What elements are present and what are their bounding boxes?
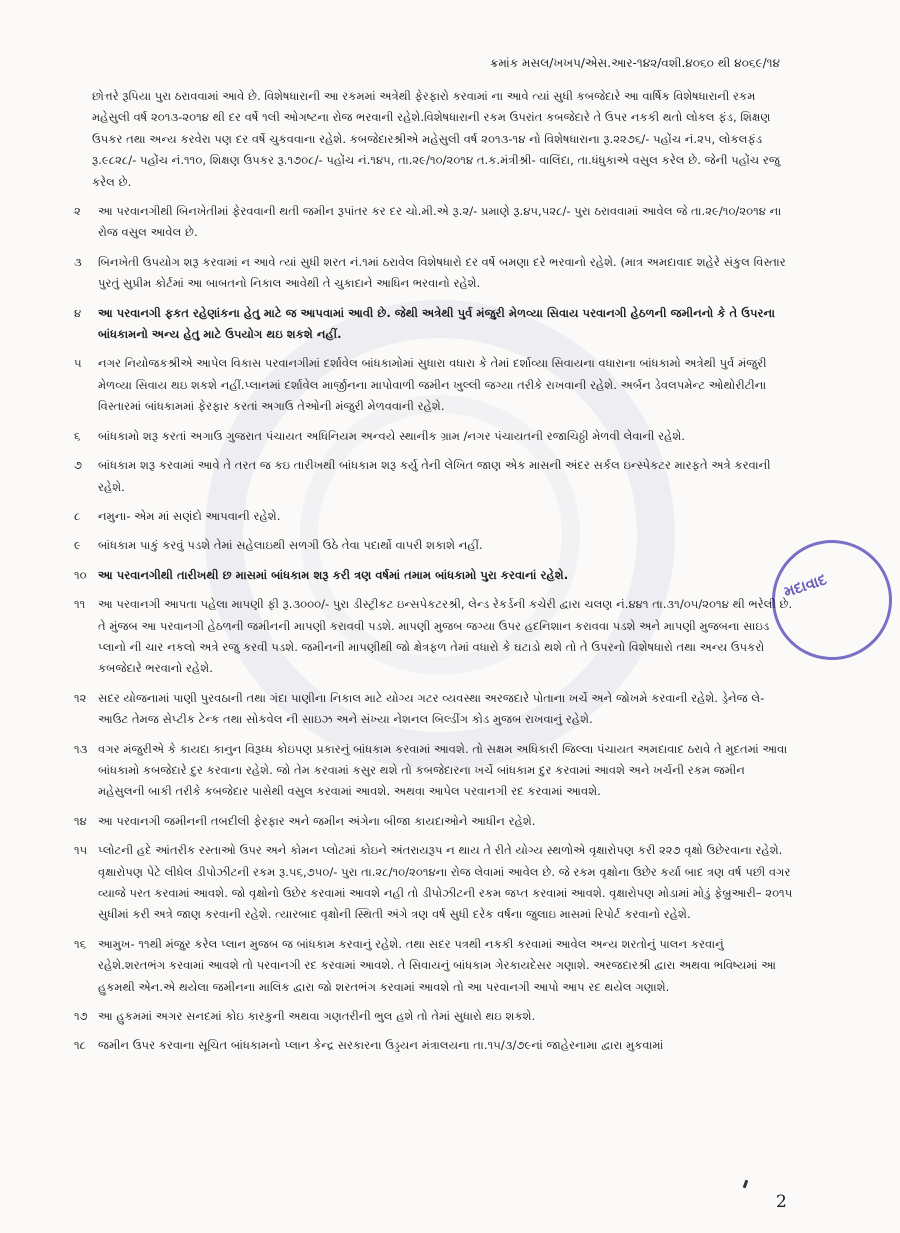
condition-item (74, 201, 794, 244)
page-number: 2 (776, 1192, 787, 1212)
stamp-text: મદાવાદ (781, 570, 829, 601)
condition-item (74, 594, 794, 680)
condition-text: આમુખ- ૧૧થી મંજુર કરેલ પ્લાન મુજબ જ બાંધકામ કરવાનું રહેશે. તથા સદર પત્રથી નકકી કરવામાં આવેલ અન્ય શરતોનું પાલન કરવાનું રહેશે.શરતભંગ કરવામાં આવશે તો પરવાનગી રદ કરવામાં આવશે. તે સિવાયનું બાંધકામ ગેરકાયદેસર ગણાશે. અરજદારશ્રી દ્વારા અથવા ભવિષ્યમાં આ હુકમથી એન.એ થયેલા જમીનના માલિક દ્વારા જો શરતભંગ કરવામાં આવશે તો આ પરવાનગી આપો આપ રદ થયેલ ગણાશે. (98, 936, 776, 994)
condition-number: ૧૧ (74, 597, 86, 612)
condition-item (74, 252, 794, 295)
condition-item (74, 565, 794, 586)
condition-number: ૧૫ (74, 843, 88, 858)
condition-text: આ હુકમમાં અગર સનદમાં કોઇ કારકુની અથવા ગણતરીની ભુલ હશે તો તેમાં સુધારો થઇ શકશે. (98, 1009, 536, 1024)
condition-text: આ પરવાનગી જમીનની તબદીલી ફેરફાર અને જમીન અંગેના બીજા કાયદાઓને આધીન રહેશે. (98, 813, 536, 828)
condition-number: ૪ (74, 305, 82, 320)
condition-text: આ પરવાનગીથી તારીખથી છ માસમાં બાંધકામ શરૂ કરી ત્રણ વર્ષમાં તમામ બાંધકામો પુરા કરવાનાં રહેશે. (98, 567, 569, 582)
condition-number: ૭ (74, 458, 83, 473)
condition-item (74, 353, 794, 417)
condition-text: બિનખેતી ઉપયોગ શરૂ કરવામાં ન આવે ત્યાં સુધી શરત નં.૧માં ઠરાવેલ વિશેષધારો દર વર્ષે બમણા દરે ભરવાનો રહેશે. (માત્ર અમદાવાદ શહેરે સંકુલ વિસ્તાર પુરતું સુપ્રીમ કોર્ટમાં આ બાબતનો નિકાલ આવેથી તે ચુકાદાને આધિન ભરવાનો રહેશે. (98, 254, 786, 291)
condition-text: બાંધકામો શરૂ કરતાં અગાઉ ગુજરાત પંચાયત અધિનિયમ અન્વયે સ્થાનીક ગ્રામ /નગર પંચાયતની રજાચિઠ્ઠી મેળવી લેવાની રહેશે. (98, 428, 685, 443)
condition-number: ૧૭ (74, 1009, 88, 1024)
condition-number: ૬ (74, 428, 81, 443)
condition-item (74, 840, 794, 926)
intro-paragraph: છોત્તરે રૂપિયા પુરા ઠરાવવામાં આવે છે. વિશેષધારાની આ રકમમાં અત્રેથી ફેરફારો કરવામાં ના આવે ત્યાં સુધી કબજેદારે આ વાર્ષિક વિશેષધારાની રકમ મહેસુલી વર્ષ ૨૦૧૩-૨૦૧૪ થી દર વર્ષે ૧લી ઓગષ્ટના રોજ ભરવાની રહેશે.વિશેષધારાની રકમ ઉપરાંત કબજેદારે તે ઉપર નકકી થતો લોકલ ફંડ, શિક્ષણ ઉપકર તથા અન્ય કરવેરા પણ દર વર્ષે ચુકવવાના રહેશે. કબજેદારશ્રીએ મહેસુલી વર્ષ ૨૦૧૩-૧૪ નો વિશેષધારાના રૂ.૨૨૭૬/- પહોંચ નં.૨૫, લોકલફંડ રૂ.૯૮૨૮/- પહોંચ નં.૧૧૦, શિક્ષણ ઉપકર રૂ.૧૭૦૮/- પહોંચ નં.૧૪૫, તા.૨૯/૧૦/૨૦૧૪ ત.ક.મંત્રીશ્રી- વાલિંદા, તા.ધંધુકાએ વસુલ કરેલ છે. જેની પહોંચ રજુ કરેલ છે. (92, 89, 780, 189)
condition-number: ૧૪ (74, 813, 87, 828)
condition-text: આ પરવાનગી ફકત રહેણાંકના હેતુ માટે જ આપવામાં આવી છે. જેથી અત્રેથી પુર્વ મંજુરી મેળવ્યા સિવાય પરવાનગી હેઠળની જમીનનો કે તે ઉપરના બાંધકામનો અન્ય હેતુ માટે ઉપયોગ થઇ શકશે નહીં. (98, 305, 775, 342)
condition-number: ૧૩ (74, 741, 88, 756)
condition-number: ૨ (74, 204, 81, 219)
condition-number: ૮ (74, 508, 81, 523)
condition-number: ૫ (74, 356, 82, 371)
condition-text: બાંધકામ શરૂ કરવામાં આવે તે તરત જ કઇ તારીખથી બાંધકામ શરૂ કર્યુ તેની લેખિત જાણ એક માસની અંદર સર્કલ ઇન્સ્પેકટર મારફતે અત્રે કરવાની રહેશે. (98, 458, 771, 494)
condition-item (74, 688, 794, 731)
pen-mark (743, 1180, 749, 1189)
condition-text: પ્લોટની હદે આંતરીક રસ્તાઓ ઉપર અને કોમન પ્લોટમાં કોઇને અંતરાયરૂપ ન થાય તે રીતે યોગ્ય સ્થળોએ વૃક્ષારોપણ કરી ૨૨૭ વૃક્ષો ઉછેરવાના રહેશે. વૃક્ષારોપણ પેટે લીધેલ ડીપોઝીટની રકમ રૂ.૫૬,૭૫૦/- પુરા તા.૨૮/૧૦/૨૦૧૪ના રોજ લેવામાં આવેલ છે. જે રકમ વૃક્ષોના ઉછેર કર્યા બાદ ત્રણ વર્ષ પછી વગર વ્યાજે પરત કરવામાં આવશે. જો વૃક્ષોનો ઉછેર કરવામાં આવશે નહી તો ડીપોઝીટની રકમ જપ્ત કરવામાં આવશે. વૃક્ષારોપણ મોડામાં મોડું ફેબ્રુઆરી– ૨૦૧૫ સુધીમાં કરી અત્રે જાણ કરવાની રહેશે. ત્યારબાદ વૃક્ષોની સ્થિતી અંગે ત્રણ વર્ષ સુધી દરેક વર્ષના જુલાઇ માસમાં રિપોર્ટ કરવાનો રહેશે. (98, 843, 793, 922)
condition-number: ૩ (74, 254, 82, 269)
condition-item (74, 426, 794, 447)
condition-number: ૧૨ (74, 690, 87, 705)
condition-item (74, 934, 794, 998)
condition-item (74, 1006, 794, 1027)
condition-number: ૧૬ (74, 936, 87, 951)
reference-number: ક્રમાંક મસલ/ખખપ/એસ.આર-૧૪૨/વશી.૪૦૬૦ થી ૪૦૬૯/૧૪ (489, 56, 780, 70)
condition-text: જમીન ઉપર કરવાના સૂચિત બાંધકામનો પ્લાન કેન્દ્ર સરકારના ઉડ્ડયન મંત્રાલયના તા.૧૫/૩/૭૯નાં જાહેરનામા દ્વારા મુકવામાં (98, 1038, 664, 1053)
condition-item (74, 739, 794, 803)
condition-text: આ પરવાનગીથી બિનખેતીમાં ફેરવવાની થતી જમીન રૂપાંતર કર દર ચો.મી.એ રૂ.૨/- પ્રમાણે રૂ.૪૫,૫૨૮/- પુરા ઠરાવવામાં આવેલ જે તા.૨૯/૧૦/૨૦૧૪ ના રોજ વસુલ આવેલ છે. (98, 204, 782, 240)
condition-item (74, 535, 794, 556)
condition-item (74, 1035, 794, 1056)
condition-item (74, 303, 794, 346)
document-body (74, 86, 794, 1065)
condition-text: નમુના- એમ માં સણંદો આપવાની રહેશે. (98, 508, 281, 523)
condition-number: ૧૮ (74, 1038, 87, 1053)
condition-item (74, 506, 794, 527)
condition-text: આ પરવાનગી આપતા પહેલા માપણી ફી રૂ.૩૦૦૦/- પુરા ડીસ્ટ્રીકટ ઇન્સપેકટરશ્રી, લેન્ડ રેકર્ડની કચેરી દ્વારા ચલણ નં.૪૪૧ તા.૩૧/૦૫/૨૦૧૪ થી ભરેલી છે. તે મુંજબ આ પરવાનગી હેઠળની જમીનની માપણી કરાવવી પડશે. માપણી મુજબ જગ્યા ઉપર હદનિશાન કરાવવા પડશે અને માપણી મુજબના સાઇડ પ્લાનો ની ચાર નકલો અત્રે રજુ કરવી પડશે. જમીનની માપણીથી જો ક્ષેત્રફળ તેમાં વધારો કે ઘટાડો થશે તો તે ઉપરનો વિશેષધારો તથા અન્ય ઉપકરો કબજેદારે ભરવાનો રહેશે. (98, 597, 793, 676)
condition-text: વગર મંજુરીએ કે કાયદા કાનુન વિરૂધ્ધ કોઇપણ પ્રકારનું બાંધકામ કરવામાં આવશે. તો સક્ષમ અધિકારી જિલ્લા પંચાયત અમદાવાદ ઠરાવે તે મુદતમાં આવા બાંધકામો કબજેદારે દુર કરવાના રહેશે. જો તેમ કરવામાં કસુર થશે તો કબજેદારના ખર્ચે બાંધકામ દુર કરવામાં આવશે અને ખર્ચની રકમ જમીન મહેસુલની બાકી તરીકે કબજેદાર પાસેથી વસુલ કરવામાં આવશે. અથવા આપેલ પરવાનગી રદ કરવામાં આવશે. (98, 741, 788, 799)
condition-number: ૯ (74, 538, 81, 553)
condition-item (74, 455, 794, 498)
condition-text: સદર યોજનામાં પાણી પુરવઠાની તથા ગંદા પાણીના નિકાલ માટે યોગ્ય ગટર વ્યવસ્થા અરજદારે પોતાના ખર્ચે અને જોખમે કરવાની રહેશે. ડ્રેનેજ લે-આઉટ તેમજ સેપ્ટીક ટેન્ક તથા સોકવેલ ની સાઇઝ અને સંખ્યા નેશનલ બિલ્ડીંગ કોડ મુજબ રાખવાનું રહેશે. (98, 690, 765, 727)
condition-number: ૧૦ (74, 567, 87, 582)
condition-item (74, 811, 794, 832)
condition-text: નગર નિયોજકશ્રીએ આપેલ વિકાસ પરવાનગીમાં દર્શાવેલ બાંધકામોમાં સુધારા વધારા કે તેમાં દર્શાવ્યા સિવાયના વધારાના બાંધકામો અત્રેથી પુર્વ મંજુરી મેળવ્યા સિવાય થઇ શકશે નહીં.પ્લાનમાં દર્શાવેલ માર્જીનના માપોવાળી જમીન ખુલ્લી જગ્યા તરીકે રાખવાની રહેશે. અર્બન ડેવલપમેન્ટ ઓથોરીટીના વિસ્તારમાં બાંધકામમાં ફેરફાર કરતાં અગાઉ તેઓની મંજુરી મેળવવાની રહેશે. (98, 356, 767, 414)
condition-text: બાંધકામ પાકું કરવું પડશે તેમાં સહેલાઇથી સળગી ઉઠે તેવા પદાર્થો વાપરી શકાશે નહીં. (98, 538, 483, 553)
